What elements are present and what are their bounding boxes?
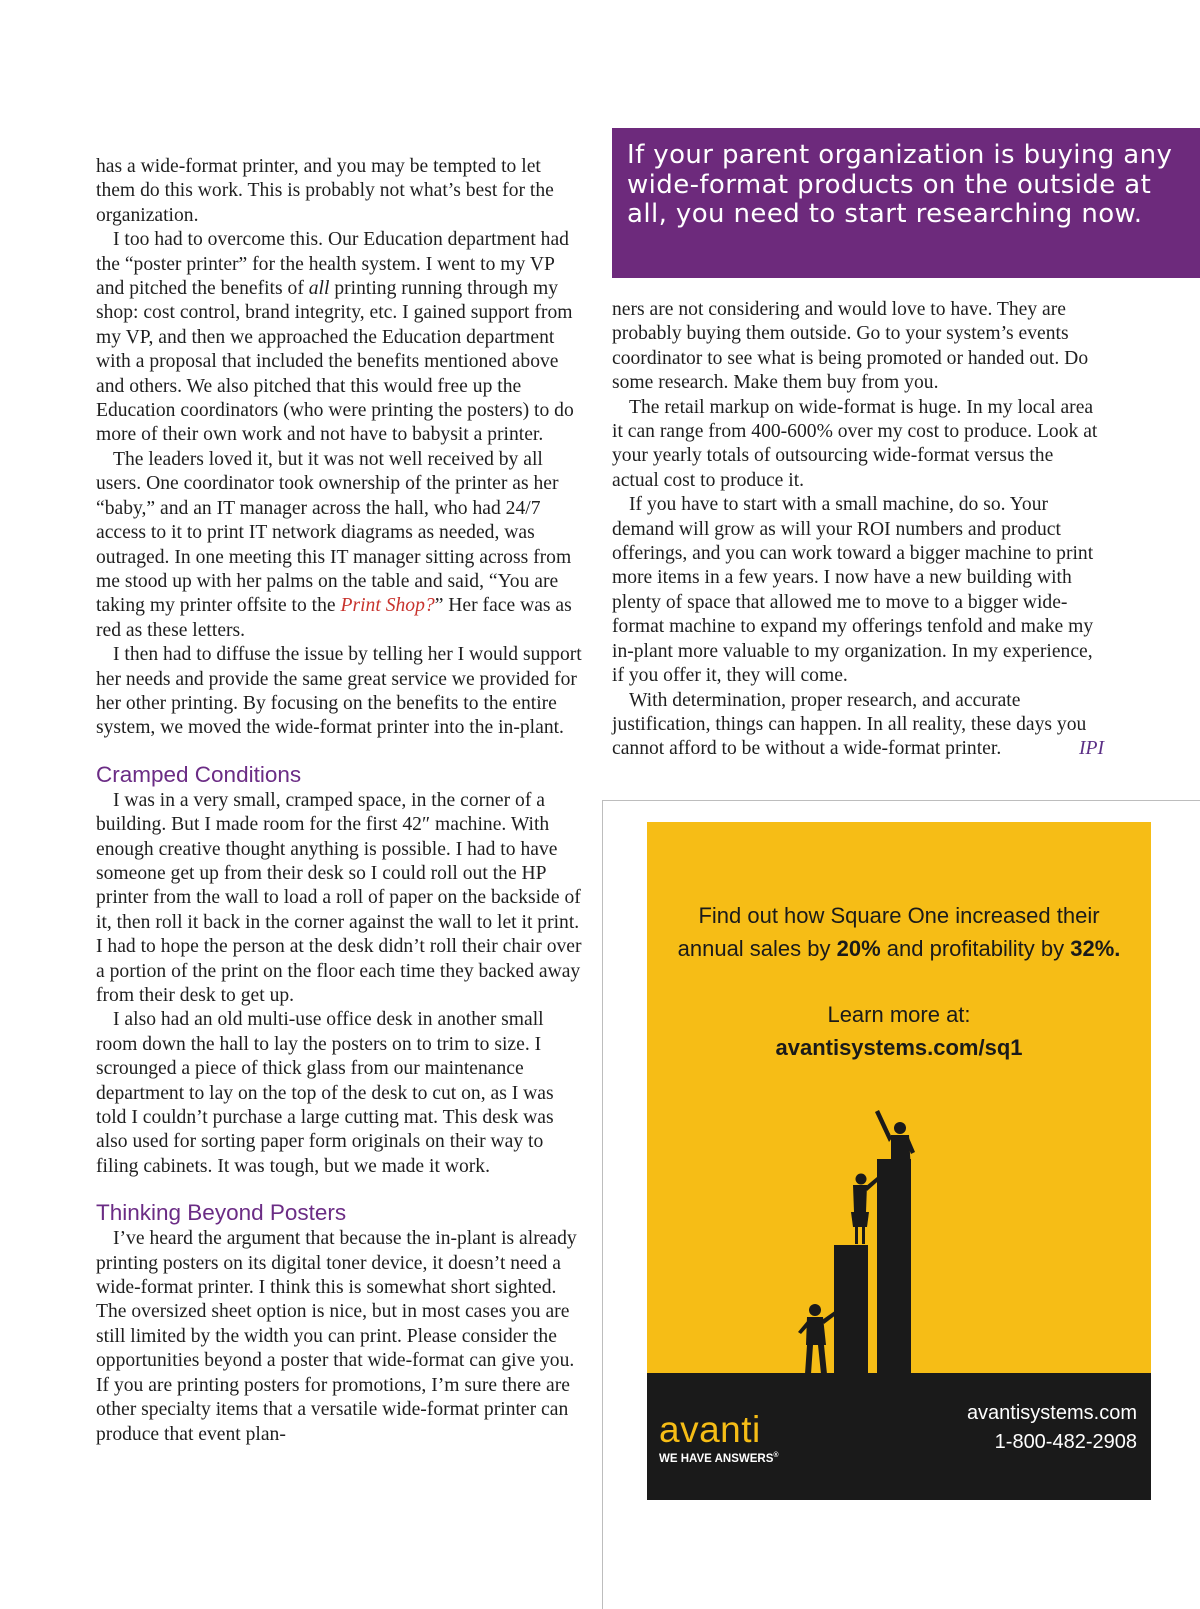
text-run: and profitability by bbox=[880, 936, 1071, 961]
tagline-text: WE HAVE ANSWERS bbox=[659, 1452, 774, 1465]
section-heading-cramped: Cramped Conditions bbox=[96, 761, 302, 787]
paragraph bbox=[96, 448, 584, 643]
section-heading-thinking: Thinking Beyond Posters bbox=[96, 1200, 347, 1226]
emphasis: all bbox=[308, 278, 330, 300]
middle-figure-head bbox=[856, 1174, 867, 1185]
ad-phone: 1-800-482-2908 bbox=[994, 1431, 1137, 1453]
ad-footer-bar bbox=[647, 1373, 1151, 1500]
paragraph bbox=[96, 228, 584, 448]
top-figure-arm bbox=[875, 1110, 892, 1142]
avanti-logo: avanti bbox=[659, 1409, 761, 1450]
ad-headline bbox=[647, 899, 1151, 965]
paragraph bbox=[612, 689, 1104, 762]
text-run: With determination, proper research, and accurate justification, things can happen. In all reality, these days you cannot afford to be without a wide-format printer. bbox=[612, 689, 1087, 760]
left-column bbox=[96, 155, 584, 1447]
top-figure-head bbox=[894, 1122, 906, 1134]
learn-label: Learn more at: bbox=[827, 1002, 971, 1027]
text-run: I too had to overcome this. Our Education department had the “poster printer” for the health system. I went to my VP and pitched the benefits of bbox=[96, 229, 569, 300]
sales-percent: 20% bbox=[836, 936, 881, 961]
profit-percent: 32%. bbox=[1070, 936, 1121, 961]
divider bbox=[602, 800, 603, 1609]
ad-website[interactable]: avantisystems.com bbox=[966, 1402, 1137, 1424]
end-signature: IPI bbox=[1078, 738, 1104, 760]
paragraph: I also had an old multi-use office desk in another small room down the hall to lay the posters on to trim to size. I scrounged a piece of thick glass from our maintenance department to lay on the top of the desk to cut on, as I was told I couldn’t purchase a large cutting mat. This desk was also used for sorting paper form originals on their way to filing cabinets. It was tough, but we made it work. bbox=[96, 1009, 554, 1177]
ad-contact bbox=[967, 1399, 1137, 1457]
ad-headline-line bbox=[647, 932, 1151, 965]
middle-figure-body bbox=[853, 1185, 867, 1212]
paragraph: If you have to start with a small machine, do so. Your demand will grow as will your ROI numbers and product offerings, and you can work toward a bigger machine to print more items in a few years. I now have a new building with plenty of space that allowed me to move to a bigger wide-format machine to expand my offerings tenfold and make my in-plant more valuable to my organization. In my experience, if you offer it, they will come. bbox=[612, 494, 1094, 687]
right-column bbox=[612, 298, 1104, 762]
bottom-figure-head bbox=[809, 1304, 821, 1316]
paragraph: ners are not considering and would love to have. They are probably buying them outside. Go to your system’s events coordinator to see what is being promoted or handed out. Do some research. Make them buy from you. bbox=[612, 299, 1089, 394]
paragraph: I was in a very small, cramped space, in the corner of a building. But I made room for the first 42″ machine. With enough creative thought anything is possible. I had to have someone get up from their desk so I could roll out the HP printer from the wall to load a roll of paper on the backside of it, then roll it back in the corner against the wall to let it print. I had to hope the person at the desk didn’t roll their chair over a portion of the print on the floor each time they backed away from their desk to get up. bbox=[96, 789, 582, 1006]
paragraph: has a wide-format printer, and you may be tempted to let them do this work. This is probably not what’s best for the organization. bbox=[96, 156, 554, 226]
paragraph: I’ve heard the argument that because the in-plant is already printing posters on its digital toner device, it doesn’t need a wide-format printer. I think this is somewhat short sighted. The oversized sheet option is nice, but in most cases you are still limited by the width you can print. Please consider the opportunities beyond a poster that wide-format can give you. If you are printing posters for promotions, I’m sure there are other specialty items that a versatile wide-format printer can produce that event plan- bbox=[96, 1228, 577, 1445]
text-run: annual sales by bbox=[677, 936, 837, 961]
tall-pillar bbox=[877, 1159, 911, 1375]
pull-quote: If your parent organization is buying any wide-format products on the outside at all, you need to start researching now. bbox=[612, 128, 1200, 278]
logo-tagline bbox=[659, 1449, 779, 1466]
paragraph: The retail markup on wide-format is huge. In my local area it can range from 400-600% over my cost to produce. Look at your yearly totals of outsourcing wide-format versus the actual cost to produce it. bbox=[612, 396, 1098, 491]
advertisement[interactable] bbox=[647, 822, 1151, 1500]
text-run: ” Her face was as red as these letters. bbox=[96, 595, 572, 641]
text-run: The leaders loved it, but it was not well received by all users. One coordinator took ownership of the printer as her “baby,” and an IT manager across the hall, who had 24/7 access to it to print IT network diagrams as needed, was outraged. In one meeting this IT manager sitting across from me stood up with her palms on the table and said, “You are taking my printer offsite to the bbox=[96, 448, 572, 617]
climbing-figures-illustration bbox=[647, 1062, 1151, 1375]
registered-mark: ® bbox=[773, 1452, 779, 1459]
red-text: Print Shop? bbox=[340, 595, 435, 617]
text-run: printing running through my shop: cost control, brand integrity, etc. I gained support from my VP, and then we approached the Education department with a proposal that included the benefits mentioned above and others. We also pitched that this would free up the Education coordinators (who were printing the posters) to do more of their own work and not have to babysit a printer. bbox=[96, 278, 574, 446]
ad-learn-more bbox=[647, 998, 1151, 1064]
paragraph: I then had to diffuse the issue by telling her I would support her needs and provide the same great service we provided for her other printing. By focusing on the benefits to the entire system, we moved the wide-format printer into the in-plant. bbox=[96, 644, 582, 739]
ad-headline-line: Find out how Square One increased their bbox=[698, 903, 1100, 928]
divider bbox=[602, 800, 1200, 801]
ad-url-link[interactable]: avantisystems.com/sq1 bbox=[775, 1035, 1023, 1060]
